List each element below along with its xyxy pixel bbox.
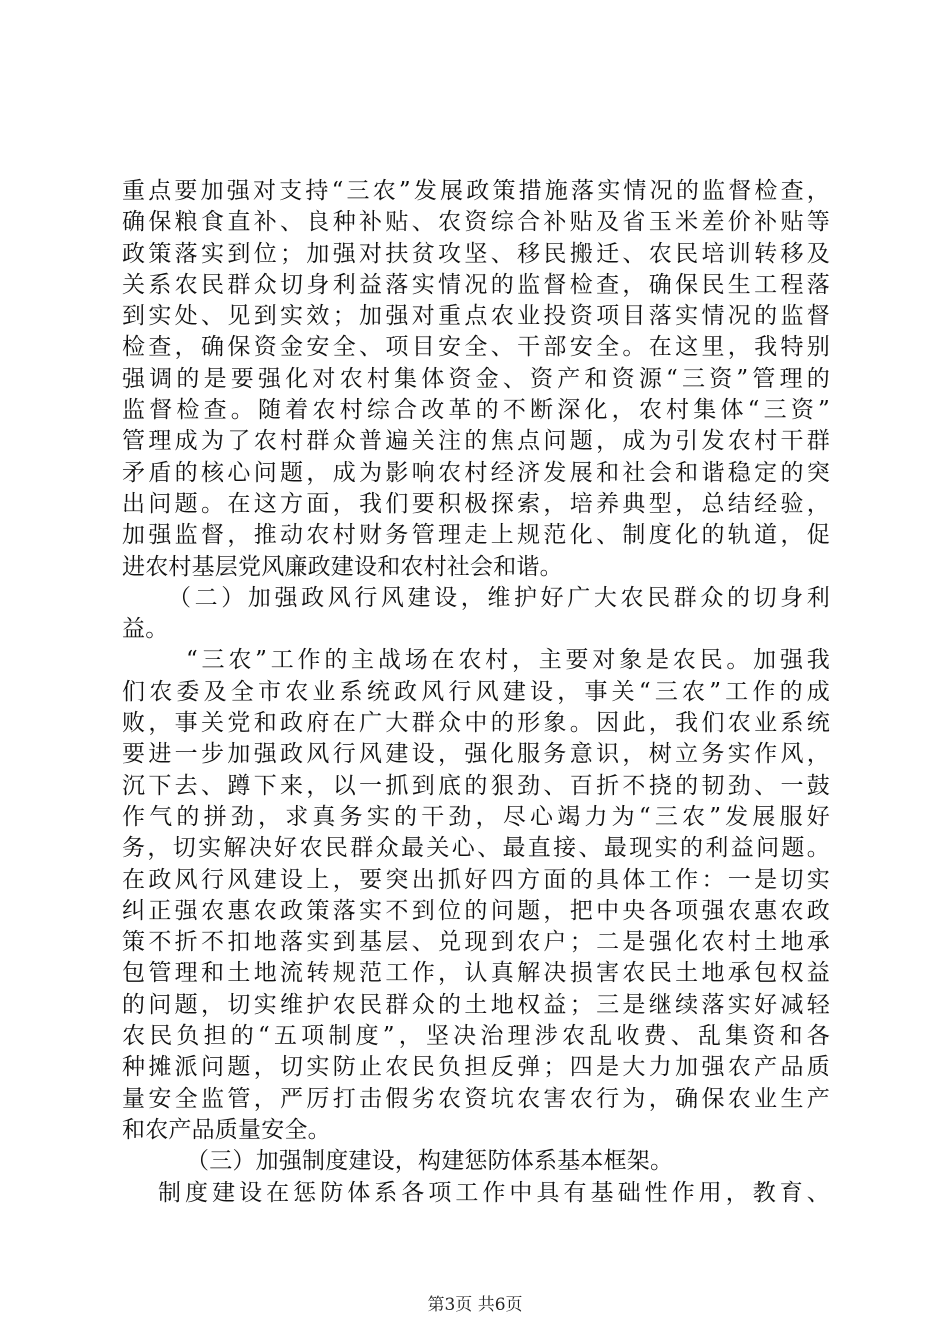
- text-line: 的问题，切实维护农民群众的土地权益；三是继续落实好减轻: [122, 991, 830, 1018]
- text-line: 到实处、见到实效；加强对重点农业投资项目落实情况的监督: [122, 303, 830, 330]
- text-line: 策不折不扣地落实到基层、兑现到农户；二是强化农村土地承: [122, 929, 830, 956]
- section-heading-continuation: 益。: [122, 616, 169, 643]
- text-line: 出问题。在这方面，我们要积极探索，培养典型，总结经验，: [122, 490, 830, 517]
- text-line: 农民负担的“五项制度”，坚决治理涉农乱收费、乱集资和各: [122, 1023, 830, 1050]
- text-line: 败，事关党和政府在广大群众中的形象。因此，我们农业系统: [122, 710, 830, 737]
- text-line: 务，切实解决好农民群众最关心、最直接、最现实的利益问题。: [122, 835, 830, 862]
- text-line: 监督检查。随着农村综合改革的不断深化，农村集体“三资”: [122, 397, 830, 424]
- text-line: 管理成为了农村群众普遍关注的焦点问题，成为引发农村干群: [122, 428, 830, 455]
- text-line: 们农委及全市农业系统政风行风建设，事关“三农”工作的成: [122, 678, 830, 705]
- text-line: 矛盾的核心问题，成为影响农村经济发展和社会和谐稳定的突: [122, 459, 830, 486]
- text-line: 加强监督，推动农村财务管理走上规范化、制度化的轨道，促: [122, 522, 830, 549]
- text-line: 在政风行风建设上，要突出抓好四方面的具体工作：一是切实: [122, 866, 830, 893]
- text-line: 制度建设在惩防体系各项工作中具有基础性作用，教育、: [158, 1179, 830, 1206]
- text-line: 沉下去、蹲下来，以一抓到底的狠劲、百折不挠的韧劲、一鼓: [122, 772, 830, 799]
- section-heading: （二）加强政风行风建设，维护好广大农民群众的切身利: [168, 584, 830, 611]
- text-line: 和农产品质量安全。: [122, 1116, 331, 1143]
- section-heading: （三）加强制度建设，构建惩防体系基本框架。: [186, 1148, 674, 1175]
- text-line: 量安全监管，严厉打击假劣农资坑农害农行为，确保农业生产: [122, 1085, 830, 1112]
- text-line: 种摊派问题，切实防止农民负担反弹；四是大力加强农产品质: [122, 1054, 830, 1081]
- text-line: 政策落实到位；加强对扶贫攻坚、移民搬迁、农民培训转移及: [122, 240, 830, 267]
- text-line: 确保粮食直补、良种补贴、农资综合补贴及省玉米差价补贴等: [122, 209, 830, 236]
- text-line: 作气的拼劲，求真务实的干劲，尽心竭力为“三农”发展服好: [122, 803, 830, 830]
- text-line: 重点要加强对支持“三农”发展政策措施落实情况的监督检查，: [122, 178, 830, 204]
- text-line: 纠正强农惠农政策落实不到位的问题，把中央各项强农惠农政: [122, 897, 830, 924]
- text-line: 检查，确保资金安全、项目安全、干部安全。在这里，我特别: [122, 334, 830, 361]
- text-line: “三农”工作的主战场在农村，主要对象是农民。加强我: [186, 647, 830, 674]
- page-footer: 第3页 共6页: [427, 1295, 523, 1315]
- text-line: 关系农民群众切身利益落实情况的监督检查，确保民生工程落: [122, 271, 830, 298]
- text-line: 要进一步加强政风行风建设，强化服务意识，树立务实作风，: [122, 741, 830, 768]
- text-line: 进农村基层党风廉政建设和农村社会和谐。: [122, 553, 563, 580]
- text-line: 强调的是要强化对农村集体资金、资产和资源“三资”管理的: [122, 365, 830, 392]
- body-text: [122, 176, 830, 1209]
- text-line: 包管理和土地流转规范工作，认真解决损害农民土地承包权益: [122, 960, 830, 987]
